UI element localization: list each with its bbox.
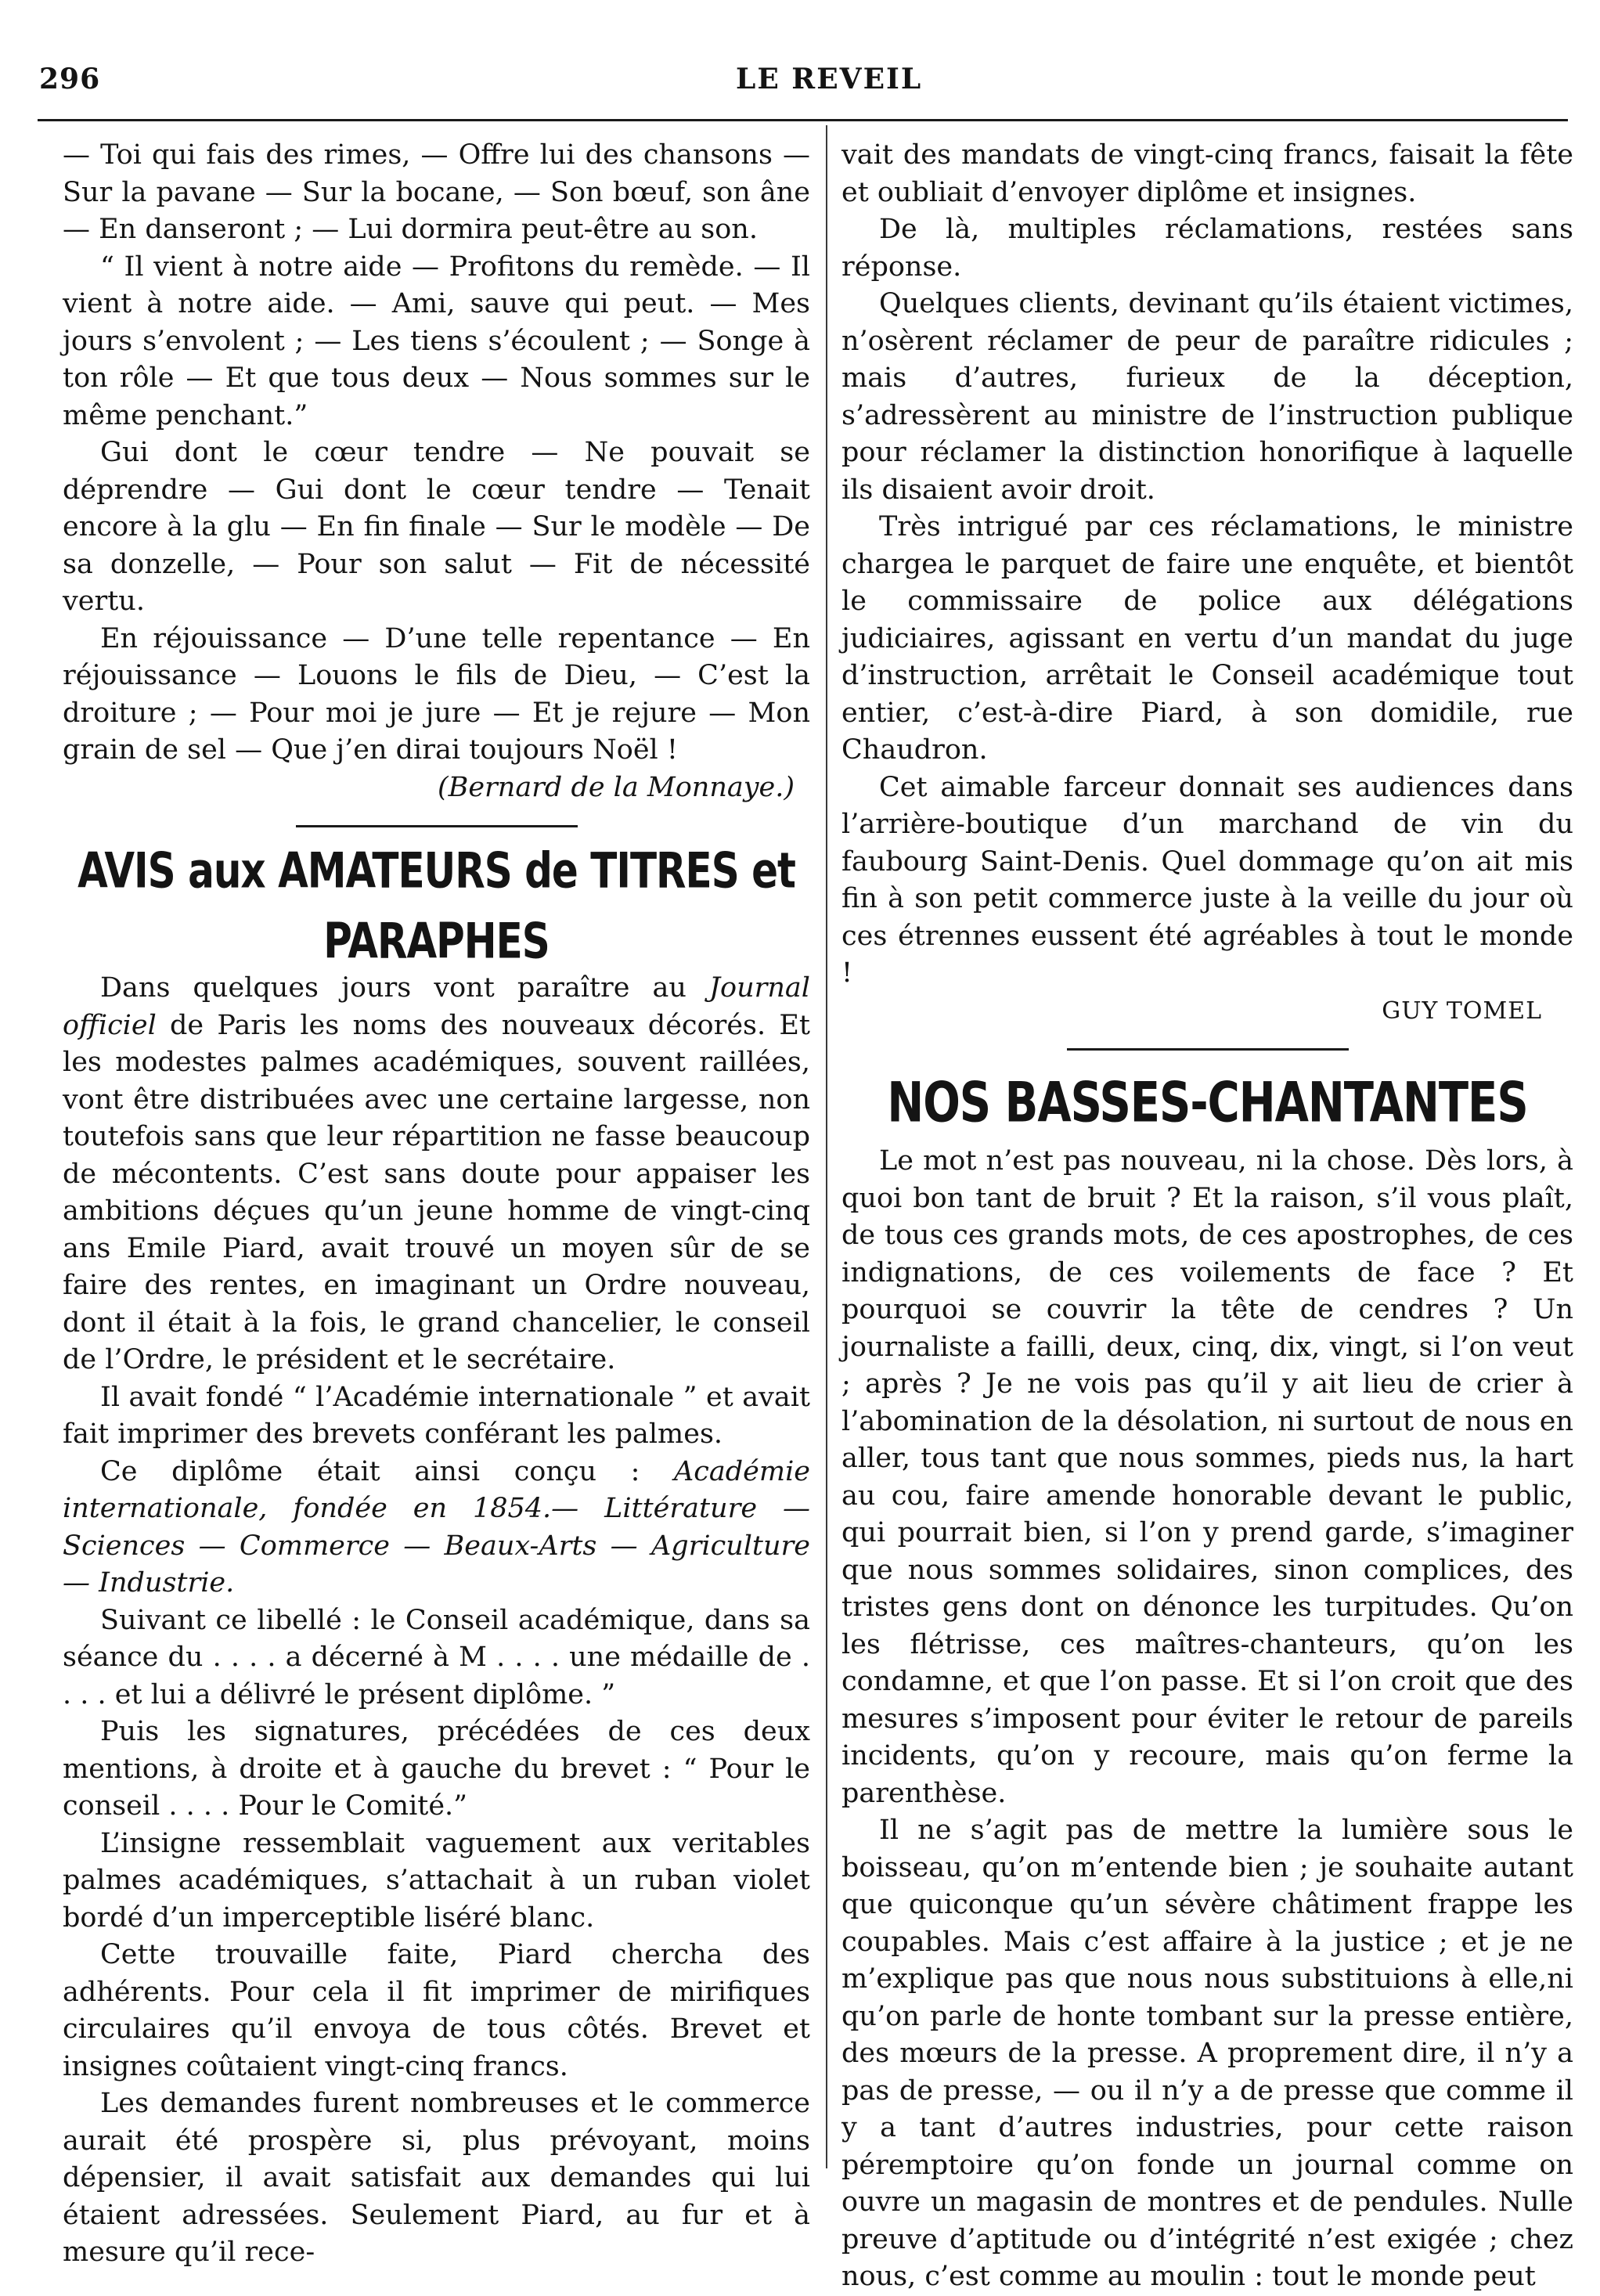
right-column <box>841 137 1573 2296</box>
column-divider <box>826 125 827 2168</box>
page-number: 296 <box>39 63 101 96</box>
article-paragraph <box>63 1454 810 1602</box>
article-paragraph: Quelques clients, devinant qu’ils étaient victimes, n’osèrent réclamer de peur de paraître ridicules ; mais d’autres, furieux de la déception, s’adressèrent au ministre de l’instruction publique pour réclamer la distinction honorifique à laquelle ils disaient avoir droit. <box>841 288 1573 506</box>
article-paragraph: Il ne s’agit pas de mettre la lumière sous le boisseau, qu’on m’entende bien ; je souhaite autant que quiconque qu’un sévère châtiment frappe les coupables. Mais c’est affaire à la justice ; et je ne m’explique pas que nous nous substituions à elle,ni qu’on parle de honte tombant sur la presse entière, des mœurs de la presse. A proprement dire, il n’y a pas de presse, — ou il n’y a de presse que comme il y a tant d’autres industries, pour cette raison péremptoire qu’on fonde un journal comme on ouvre un magasin de montres et de pendules. Nulle preuve d’aptitude ou d’intégrité n’est exigée ; chez nous, c’est comme au moulin : tout le monde peut <box>841 1815 1573 2292</box>
article-paragraph: Les demandes furent nombreuses et le commerce aurait été prospère si, plus prévoyant, moins dépensier, il avait satisfait aux demandes qui lui étaient adressées. Seulement Piard, au fur et à mesure qu’il rece- <box>63 2088 810 2268</box>
left-column <box>63 137 810 2272</box>
diploma-text: Académie internationale, fondée en 1854.— Littérature — Sciences — Commerce — Beaux-Arts — Agriculture — Industrie. <box>63 1455 810 1599</box>
journal-name: Journal officiel <box>63 972 810 1041</box>
article-paragraph: Le mot n’est pas nouveau, ni la chose. Dès lors, à quoi bon tant de bruit ? Et la raison, s’il vous plaît, de tous ces grands mots, de ces apostrophes, de ces indignations, de ces voilements de face ? Et pourquoi se couvrir la tête de cendres ? Un journaliste a failli, deux, cinq, dix, vingt, si l’on veut ; après ? Je ne vois pas qu’il y ait lieu de crier à l’abomination de la désolation, ni surtout de nous en aller, tous tant que nous sommes, pieds nus, la hart au cou, faire amende honorable devant le public, qui pourrait bien, si l’on y prend garde, s’imaginer que nous sommes solidaires, sinon complices, des tristes gens dont on dénonce les turpitudes. Qu’on les flétrisse, ces maîtres-chanteurs, qu’on les condamne, et que l’on passe. Et si l’on croit que des mesures s’imposent pour éviter le retour de pareils incidents, qu’on y recoure, mais qu’on ferme la parenthèse. <box>841 1145 1573 1809</box>
article-paragraph: Il avait fondé “ l’Académie internationale ” et avait fait imprimer des brevets conférant les palmes. <box>63 1381 810 1450</box>
article-paragraph: vait des mandats de vingt-cinq francs, faisait la fête et oubliait d’envoyer diplôme et insignes. <box>841 139 1573 208</box>
article-paragraph: Puis les signatures, précédées de ces deux mentions, à droite et à gauche du brevet : “ Pour le conseil . . . . Pour le Comité.” <box>63 1716 810 1822</box>
poem-stanza: En réjouissance — D’une telle repentance — En réjouissance — Louons le fils de Dieu, — C’est la droiture ; — Pour moi je jure — Et je rejure — Mon grain de sel — Que j’en dirai toujours Noël ! <box>63 622 810 766</box>
text-run: Ce diplôme était ainsi conçu : <box>100 1455 675 1487</box>
article-author: GUY TOMEL <box>1382 997 1542 1025</box>
text-run: de Paris les noms des nouveaux décorés. Et les modestes palmes académiques, souvent raillées, vont être distribuées avec une certaine largesse, non toutefois sans que leur répartition ne fasse beaucoup de mécontents. C’est sans doute pour appaiser les ambitions déçues qu’un jeune homme de vingt-cinq ans Emile Piard, avait trouvé un moyen sûr de se faire des rentes, en imaginant un Ordre nouveau, dont il était à la fois, le grand chancelier, le conseil de l’Ordre, le président et le secrétaire. <box>63 1009 810 1375</box>
section-divider <box>296 825 578 827</box>
header-rule <box>38 119 1568 121</box>
poem-stanza: Gui dont le cœur tendre — Ne pouvait se déprendre — Gui dont le cœur tendre — Tenait encore à la glu — En fin finale — Sur le modèle — De sa donzelle, — Pour son salut — Fit de nécessité vertu. <box>63 437 810 617</box>
poem-signature: (Bernard de la Monnaye.) <box>437 771 795 803</box>
text-run: Dans quelques jours vont paraître au <box>100 972 710 1004</box>
section-divider <box>1067 1048 1349 1051</box>
article-paragraph: De là, multiples réclamations, restées sans réponse. <box>841 214 1573 283</box>
article-paragraph: Cet aimable farceur donnait ses audiences dans l’arrière-boutique d’un marchand de vin du faubourg Saint-Denis. Quel dommage qu’on ait mis fin à son petit commerce juste à la veille du jour où ces étrennes eussent été agréables à tout le monde ! <box>841 771 1573 989</box>
poem-stanza: — Toi qui fais des rimes, — Offre lui des chansons — Sur la pavane — Sur la bocane, — Son bœuf, son âne — En danseront ; — Lui dormira peut-être au son. <box>63 139 810 245</box>
article-title-avis: AVIS aux AMATEURS de TITRES et PARAPHES <box>77 842 795 970</box>
article-paragraph: Cette trouvaille faite, Piard chercha des adhérents. Pour cela il fit imprimer de mirifiques circulaires qu’il envoya de tous côtés. Brevet et insignes coûtaient vingt-cinq francs. <box>63 1939 810 2082</box>
article-paragraph: Très intrigué par ces réclamations, le ministre chargea le parquet de faire une enquête, et bientôt le commissaire de police aux délégations judiciaires, agissant en vertu d’un mandat du juge d’instruction, arrêtait le Conseil académique tout entier, c’est-à-dire Piard, à son domidile, rue Chaudron. <box>841 511 1573 766</box>
article-title-basses: NOS BASSES-CHANTANTES <box>887 1071 1528 1135</box>
article-paragraph: L’insigne ressemblait vaguement aux veritables palmes académiques, s’attachait à un ruban violet bordé d’un imperceptible liséré blanc. <box>63 1827 810 1934</box>
poem-stanza: “ Il vient à notre aide — Profitons du remède. — Il vient à notre aide. — Ami, sauve qui peut. — Mes jours s’envolent ; — Les tiens s’écoulent ; — Songe à ton rôle — Et que tous deux — Nous sommes sur le même penchant.” <box>63 251 810 431</box>
journal-title: LE REVEIL <box>736 63 923 96</box>
article-paragraph <box>63 970 810 1379</box>
article-paragraph: Suivant ce libellé : le Conseil académique, dans sa séance du . . . . a décerné à M . . . . une médaille de . . . . et lui a délivré le présent diplôme. ” <box>63 1604 810 1710</box>
